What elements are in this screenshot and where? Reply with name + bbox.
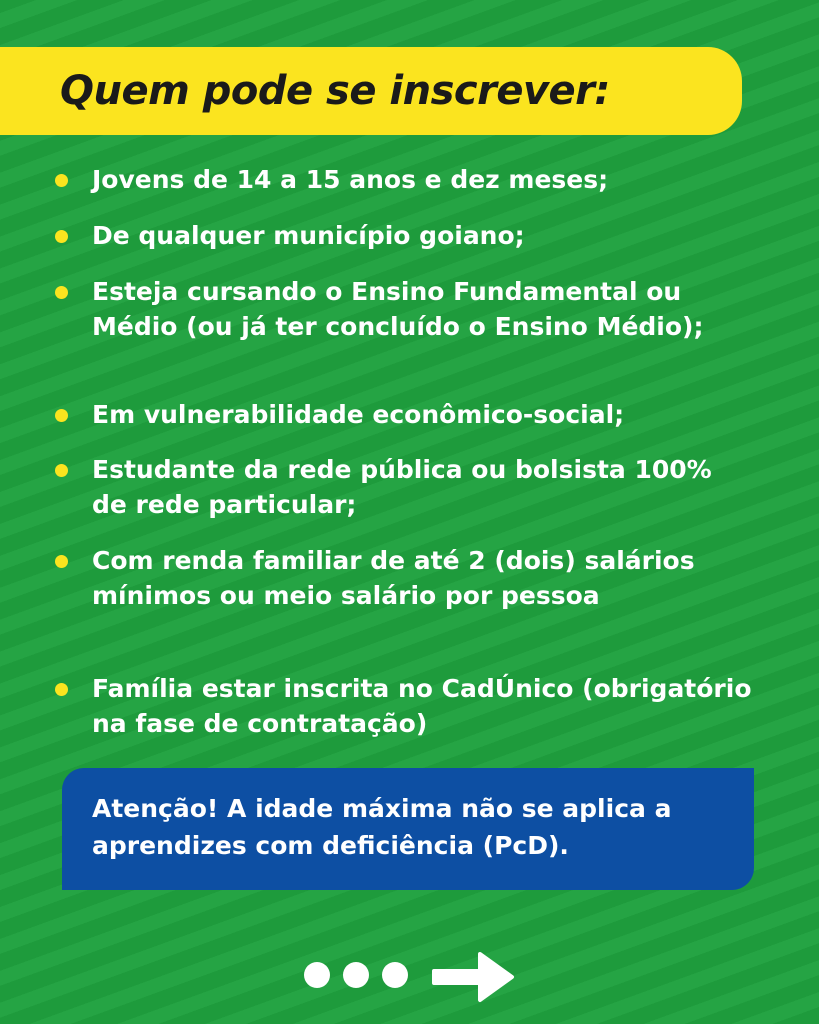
bullet-icon	[55, 174, 68, 187]
page-dot-icon[interactable]	[304, 962, 330, 988]
page-dot-icon[interactable]	[382, 962, 408, 988]
bullet-icon	[55, 286, 68, 299]
bullet-icon	[55, 230, 68, 243]
list-item: Com renda familiar de até 2 (dois) salários mínimos ou meio salário por pessoa	[92, 546, 695, 610]
list-item: Jovens de 14 a 15 anos e dez meses;	[92, 165, 609, 194]
bullet-icon	[55, 464, 68, 477]
arrow-right-icon[interactable]	[430, 948, 516, 1006]
page-title: Quem pode se inscrever:	[60, 68, 610, 114]
bullet-icon	[55, 409, 68, 422]
list-item: De qualquer município goiano;	[92, 221, 525, 250]
list-item: Família estar inscrita no CadÚnico (obrigatório na fase de contratação)	[92, 674, 752, 738]
list-item: Em vulnerabilidade econômico-social;	[92, 400, 625, 429]
attention-note: Atenção! A idade máxima não se aplica a aprendizes com deficiência (PcD).	[92, 794, 672, 860]
bullet-icon	[55, 555, 68, 568]
bullet-icon	[55, 683, 68, 696]
page-dot-icon[interactable]	[343, 962, 369, 988]
list-item: Esteja cursando o Ensino Fundamental ou Médio (ou já ter concluído o Ensino Médio);	[92, 277, 704, 341]
list-item: Estudante da rede pública ou bolsista 100% de rede particular;	[92, 455, 712, 519]
